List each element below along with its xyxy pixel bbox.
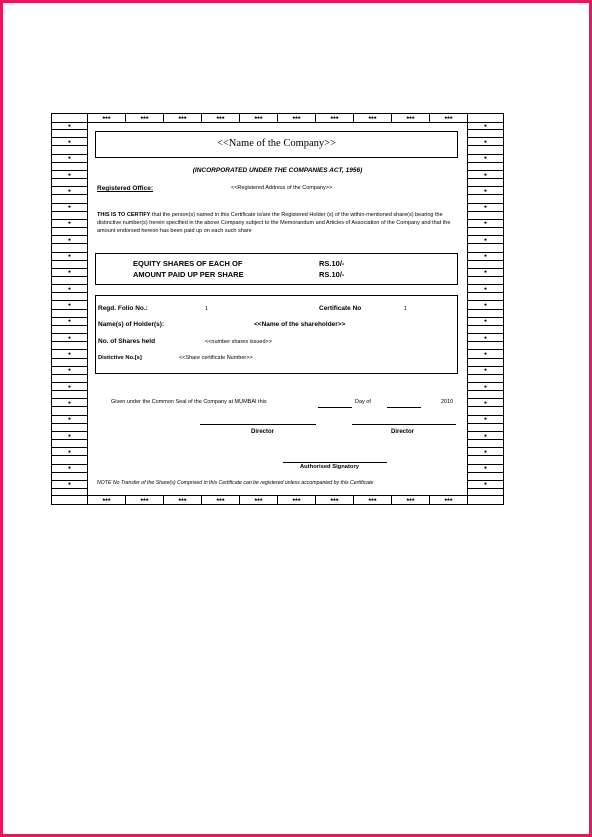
holder-label: Name(s) of Holder(s):	[98, 321, 165, 328]
ornament-cell: ♠♠♠	[202, 496, 240, 504]
ornament-cell	[468, 407, 503, 415]
ornament-cell	[52, 326, 87, 334]
ornament-cell: ♠♠♠	[240, 114, 278, 122]
distinctive-label: Distictive No.[s]	[98, 355, 142, 361]
ornament-cell	[52, 391, 87, 399]
ornament-cell: ♠	[52, 318, 87, 326]
ornament-cell: ♠♠♠	[88, 114, 126, 122]
ornament-cell	[468, 212, 503, 220]
ornament-cell	[52, 228, 87, 236]
ornament-cell: ♠	[52, 155, 87, 163]
ornament-cell: ♠	[468, 204, 503, 212]
ornament-cell	[468, 391, 503, 399]
holder-details-box	[95, 295, 458, 374]
seal-text: Given under the Common Seal of the Company at MUMBAI this	[111, 399, 267, 405]
ornament-cell	[468, 244, 503, 252]
day-blank-line	[318, 407, 352, 408]
ornament-cell	[468, 359, 503, 367]
ornament-cell	[468, 440, 503, 448]
ornament-cell: ♠	[468, 220, 503, 228]
ornament-cell	[52, 456, 87, 464]
band-corner	[468, 114, 503, 122]
certify-body: that the person(s) named in this Certificate is/are the Registered Holder (s) of the within-mentioned share(s) bearing the distinctive number(s) herein specified in the above Company subject to the Memorandum and Articles of Association of the Company and that the amount endorsed hereon has been paid up on each such share	[97, 212, 451, 234]
ornament-cell: ♠♠♠	[316, 114, 354, 122]
ornament-cell: ♠	[52, 301, 87, 309]
ornament-cell: ♠♠♠	[392, 114, 430, 122]
ornament-cell: ♠	[52, 122, 87, 130]
ornament-cell: ♠	[468, 350, 503, 358]
day-of-label: Day of	[355, 399, 371, 405]
distinctive-value: <<Share certificate Number>>	[179, 355, 253, 361]
year-value: 2010	[441, 399, 454, 405]
ornament-cell: ♠♠♠	[278, 114, 316, 122]
ornament-cell	[52, 277, 87, 285]
ornament-cell: ♠	[468, 318, 503, 326]
ornament-cell: ♠	[52, 399, 87, 407]
ornament-cell: ♠	[52, 204, 87, 212]
share-certificate	[51, 113, 504, 505]
equity-value: RS.10/-	[319, 259, 345, 268]
company-name-box	[95, 131, 458, 158]
ornament-cell: ♠♠♠	[354, 114, 392, 122]
band-corner	[468, 496, 503, 504]
ornament-cell: ♠♠♠	[430, 114, 468, 122]
ornament-cell	[468, 310, 503, 318]
folio-value: 1	[205, 306, 209, 312]
ornament-cell: ♠	[468, 301, 503, 309]
ornament-cell: ♠♠♠	[278, 496, 316, 504]
ornament-cell	[468, 261, 503, 269]
ornament-cell	[468, 473, 503, 481]
ornament-cell	[52, 179, 87, 187]
ornament-cell: ♠♠♠	[392, 496, 430, 504]
authorised-signatory-label: Authorised Signatory	[300, 464, 359, 470]
certificate-label: Certificate No	[319, 305, 362, 312]
ornament-cell: ♠	[468, 122, 503, 130]
ornament-cell: ♠♠♠	[430, 496, 468, 504]
ornament-cell	[52, 424, 87, 432]
ornament-cell	[468, 277, 503, 285]
ornament-cell: ♠	[52, 187, 87, 195]
ornament-cell	[52, 473, 87, 481]
ornament-cell: ♠	[52, 138, 87, 146]
ornament-cell: ♠	[52, 481, 87, 489]
incorporation-line: (INCORPORATED UNDER THE COMPANIES ACT, 1956)	[192, 167, 363, 174]
ornament-cell	[468, 326, 503, 334]
registered-office-address: <<Registered Address of the Company>>	[231, 185, 333, 191]
ornament-cell: ♠♠♠	[316, 496, 354, 504]
ornament-cell: ♠♠♠	[126, 496, 164, 504]
paid-up-label: AMOUNT PAID UP PER SHARE	[133, 270, 244, 279]
certify-lead: THIS IS TO CERTIFY	[97, 212, 151, 218]
ornament-cell: ♠	[468, 155, 503, 163]
certificate-value: 1	[404, 306, 408, 312]
ornament-cell: ♠	[468, 481, 503, 489]
transfer-note: NOTE No Transfer of the Share(s) Comprised in this Certificate can be registered unless accompanied by this Certificate	[97, 480, 374, 486]
paid-up-value: RS.10/-	[319, 270, 345, 279]
company-name: <<Name of the Company>>	[216, 138, 337, 149]
month-blank-line	[387, 407, 421, 408]
ornament-cell	[468, 179, 503, 187]
ornament-cell	[52, 146, 87, 154]
ornament-cell: ♠	[52, 416, 87, 424]
shares-value: <<number shares issued>>	[205, 339, 272, 345]
ornament-cell: ♠	[52, 432, 87, 440]
ornament-cell: ♠	[468, 416, 503, 424]
ornament-cell: ♠♠♠	[354, 496, 392, 504]
ornament-cell	[52, 359, 87, 367]
registered-office-label: Registered Office:	[97, 185, 153, 192]
ornament-cell: ♠	[52, 236, 87, 244]
left-ornament-column	[52, 122, 88, 496]
ornament-cell	[52, 342, 87, 350]
ornament-cell	[52, 375, 87, 383]
equity-box	[95, 253, 458, 285]
right-ornament-column	[467, 122, 503, 496]
ornament-cell: ♠	[468, 138, 503, 146]
ornament-cell	[468, 375, 503, 383]
ornament-cell: ♠	[52, 383, 87, 391]
ornament-cell	[52, 310, 87, 318]
ornament-cell: ♠♠♠	[202, 114, 240, 122]
director-signature-line	[352, 424, 456, 425]
director-label: Director	[251, 429, 275, 435]
equity-label: EQUITY SHARES OF EACH OF	[133, 259, 243, 268]
bottom-ornament-band	[52, 495, 503, 504]
ornament-cell	[468, 293, 503, 301]
top-ornament-band	[52, 114, 503, 123]
ornament-cell: ♠	[468, 367, 503, 375]
ornament-cell	[52, 407, 87, 415]
ornament-cell: ♠	[52, 334, 87, 342]
ornament-cell: ♠♠♠	[88, 496, 126, 504]
band-corner	[52, 114, 88, 122]
ornament-cell: ♠	[468, 253, 503, 261]
ornament-cell: ♠	[468, 399, 503, 407]
ornament-cell: ♠	[468, 269, 503, 277]
ornament-cell: ♠	[468, 465, 503, 473]
ornament-cell: ♠	[468, 448, 503, 456]
ornament-cell	[52, 195, 87, 203]
ornament-cell: ♠♠♠	[164, 496, 202, 504]
ornament-cell: ♠	[52, 367, 87, 375]
ornament-cell: ♠	[52, 285, 87, 293]
ornament-cell	[468, 146, 503, 154]
ornament-cell: ♠	[52, 269, 87, 277]
ornament-cell: ♠♠♠	[164, 114, 202, 122]
ornament-cell	[52, 293, 87, 301]
ornament-cell	[52, 130, 87, 138]
ornament-cell	[52, 440, 87, 448]
ornament-cell: ♠	[52, 465, 87, 473]
authorised-signature-line	[283, 462, 387, 463]
ornament-cell	[52, 261, 87, 269]
ornament-cell	[468, 342, 503, 350]
shares-label: No. of Shares held	[98, 338, 156, 345]
ornament-cell	[468, 228, 503, 236]
certify-paragraph	[97, 211, 459, 235]
ornament-cell: ♠♠♠	[126, 114, 164, 122]
ornament-cell: ♠	[52, 350, 87, 358]
ornament-cell: ♠	[468, 383, 503, 391]
ornament-cell: ♠	[468, 334, 503, 342]
ornament-cell: ♠♠♠	[240, 496, 278, 504]
ornament-cell: ♠	[52, 253, 87, 261]
band-corner	[52, 496, 88, 504]
folio-label: Regd. Folio No.:	[98, 305, 148, 312]
ornament-cell: ♠	[52, 448, 87, 456]
ornament-cell: ♠	[468, 171, 503, 179]
holder-value: <<Name of the shareholder>>	[254, 321, 346, 328]
ornament-cell: ♠	[52, 220, 87, 228]
director-signature-line	[200, 424, 316, 425]
ornament-cell: ♠	[468, 285, 503, 293]
ornament-cell: ♠	[468, 236, 503, 244]
ornament-cell	[468, 424, 503, 432]
director-label: Director	[391, 429, 415, 435]
ornament-cell: ♠	[468, 432, 503, 440]
ornament-cell	[468, 195, 503, 203]
ornament-cell: ♠	[468, 187, 503, 195]
ornament-cell: ♠	[52, 171, 87, 179]
ornament-cell	[52, 212, 87, 220]
ornament-cell	[468, 130, 503, 138]
ornament-cell	[468, 456, 503, 464]
ornament-cell	[52, 244, 87, 252]
